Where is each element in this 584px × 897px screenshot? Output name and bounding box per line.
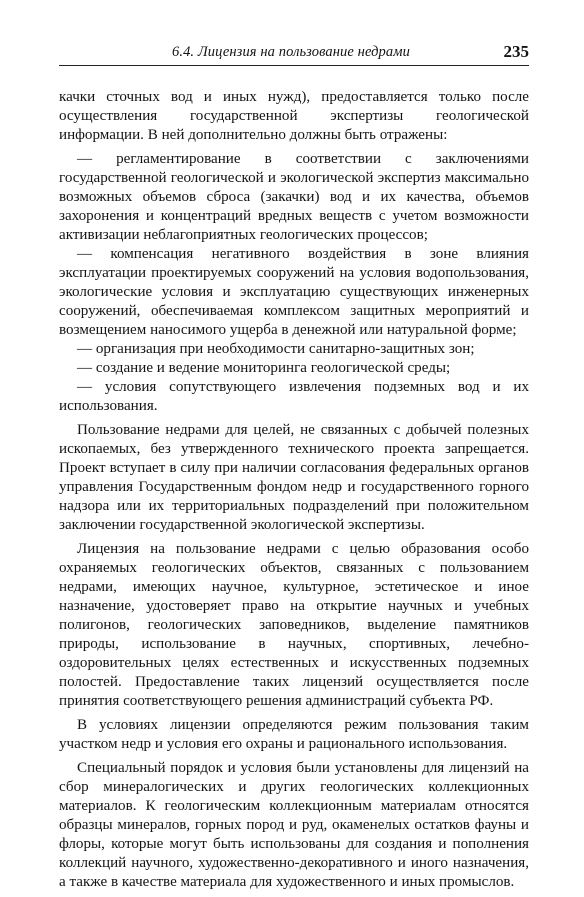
- body-text: [59, 88, 529, 892]
- list-item-sanitary-zones: — организация при необходимости санитарно-защитных зон;: [77, 341, 475, 357]
- paragraph-continuation: качки сточных вод и иных нужд), предоставляется только после осуществления государственной экспертизы геологической информации. В ней дополнительно должны быть отражены:: [59, 89, 529, 143]
- paragraph-project-approval: Пользование недрами для целей, не связанных с добычей полезных ископаемых, без утвержденного технического проекта запрещается. Проект вступает в силу при наличии согласования федеральных органов управления Государственным фондом недр и государственного горного надзора или их территориальных подразделений при положительном заключении государственной экологической экспертизы.: [59, 422, 529, 533]
- list-item-regulation: — регламентирование в соответствии с заключениями государственной геологической и экологической экспертиз максимально возможных объемов сброса (закачки) вод и их качества, объемов захоронения и концентраций вредных веществ с учетом возможности активизации неблагоприятных геологических процессов;: [59, 151, 529, 243]
- paragraph-collection-materials: Специальный порядок и условия были установлены для лицензий на сбор минералогических и других геологических коллекционных материалов. К геологическим коллекционным материалам относятся образцы минералов, горных пород и руд, окаменелых остатков фауны и флоры, которые могут быть использованы для создания и пополнения коллекций научного, художественно-декоративного и иного назначения, а также в качестве материала для художественного и иных промыслов.: [59, 760, 529, 890]
- list-item-monitoring: — создание и ведение мониторинга геологической среды;: [77, 360, 451, 376]
- paragraph-protected-objects: Лицензия на пользование недрами с целью образования особо охраняемых геологических объектов, связанных с пользованием недрами, имеющих научное, культурное, эстетическое и иное назначение, удостоверяет право на открытие научных и учебных полигонов, геологических заповедников, выделение памятников природы, использование в научных, спортивных, лечебно-оздоровительных целях естественных и искусственных подземных полостей. Предоставление таких лицензий осуществляется после принятия соответствующего решения администраций субъекта РФ.: [59, 541, 529, 709]
- page-number: 235: [503, 42, 529, 61]
- book-page: [59, 41, 529, 897]
- list-item-compensation: — компенсация негативного воздействия в зоне влияния эксплуатации проектируемых сооружений на условия водопользования, экологические условия и эксплуатацию существующих инженерных сооружений, обеспечиваемая комплексом защитных мероприятий и возмещением наносимого ущерба в денежной или натуральной форме;: [59, 246, 529, 338]
- list-item-groundwater: — условия сопутствующего извлечения подземных вод и их использования.: [59, 379, 529, 414]
- section-title: 6.4. Лицензия на пользование недрами: [172, 44, 410, 60]
- running-head: [59, 41, 529, 66]
- paragraph-license-conditions: В условиях лицензии определяются режим пользования таким участком недр и условия его охраны и рационального использования.: [59, 717, 529, 752]
